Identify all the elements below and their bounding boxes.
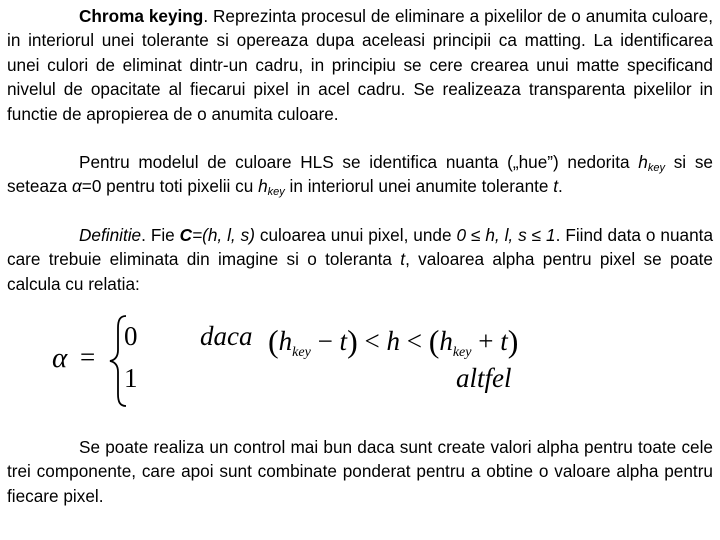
operator-lt: < [357,326,387,356]
formula-daca: daca [200,321,253,351]
text-span: =0 pentru toti pixelii cu [81,176,259,197]
range-expression: 0 ≤ h, l, s ≤ 1 [456,225,556,245]
subscript-key: key [292,345,311,360]
paragraph-chroma-keying-text: . Reprezinta procesul de eliminare a pixelilor de o anumita culoare, in interiorul unei tolerante si opereaza dupa aceleasi principii ca matting. La identificarea unei culori de eliminat dintr-un cadru, in principiu se cere crearea unui matte specificand nivelul de opacitate al fiecarui pixel in acel cadru. Se realizeaza transparenta pixelilor in functie de apropierea de o anumita culoare. [7,6,713,124]
formula-condition [268,323,519,360]
paragraph-alpha-control [7,435,713,508]
operator-lt: < [399,326,429,356]
text-span: culoarea unui pixel, unde [254,225,457,245]
symbol-t: t [500,326,508,356]
text-span: . Fiind data o nuanta care trebuie eliminata din imagine si o toleranta [7,225,713,270]
symbol-C: C [179,225,193,245]
paren-open: ( [428,323,440,359]
symbol-t: t [400,249,406,270]
paren-close: ) [347,323,358,359]
subscript-key: key [267,186,285,199]
symbol-alpha: α [71,176,82,197]
text-span: in interiorul unei anumite tolerante [284,176,554,197]
formula-alpha: α [52,342,68,374]
tuple-hls: =(h, l, s) [192,225,255,245]
symbol-h: h [386,326,400,356]
paragraph-hls-model [7,150,713,199]
text-span: , valoarea alpha pentru pixel se poate calcula cu relatia: [7,249,713,294]
symbol-h: h [439,326,453,356]
symbol-t: t [553,176,559,197]
symbol-t: t [339,326,348,356]
term-definitie: Definitie [79,225,142,245]
text-span: Pentru modelul de culoare HLS se identifica nuanta („hue”) nedorita [79,152,639,172]
paragraph-alpha-control-text: Se poate realiza un control mai bun daca sunt create valori alpha pentru toate cele trei componente, care apoi sunt combinate ponderat pentru a obtine o valoare alpha pentru fiecare pixel. [7,437,713,506]
text-span: . [558,176,563,197]
formula-case-one: 1 [124,363,138,393]
paragraph-chroma-keying [7,4,713,126]
subscript-key: key [452,345,472,360]
paren-close: ) [507,323,519,359]
formula-equals: = [80,342,96,372]
formula-altfel: altfel [456,363,512,393]
symbol-h: h [638,152,648,172]
operator-minus: − [310,326,340,356]
paragraph-definition [7,223,713,296]
operator-plus: + [471,326,501,356]
formula-case-zero: 0 [124,321,138,351]
subscript-key: key [647,162,665,174]
symbol-h: h [278,326,293,356]
alpha-formula [50,310,610,410]
text-span: . Fie [141,225,180,245]
paren-open: ( [268,323,279,359]
term-chroma-keying: Chroma keying [79,6,204,26]
text-span: si se seteaza [7,152,713,197]
symbol-h: h [258,176,268,197]
